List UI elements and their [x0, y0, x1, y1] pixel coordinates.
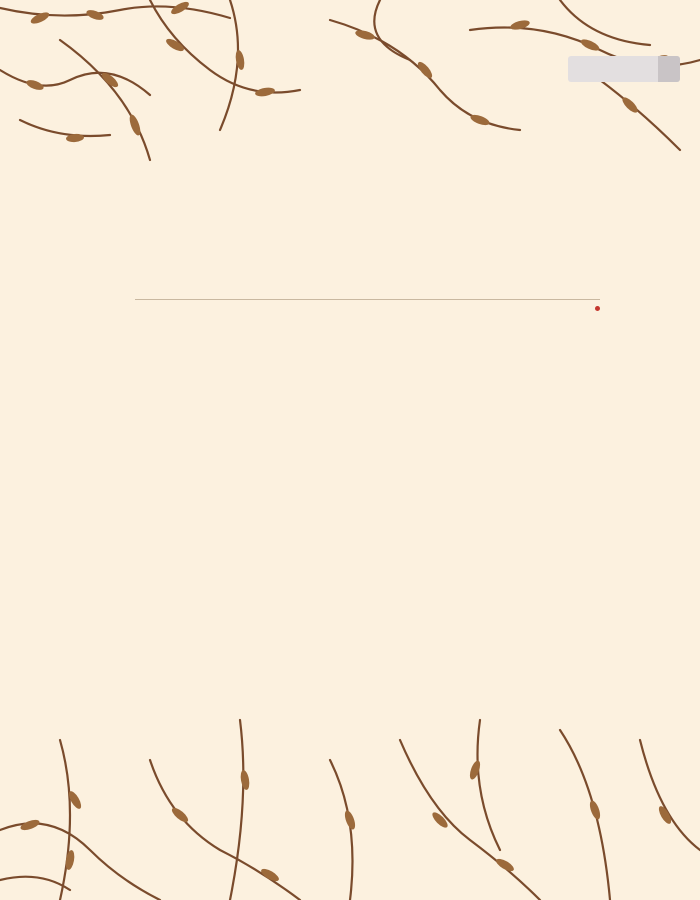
author-bullet-icon — [595, 306, 600, 311]
tab-marker — [658, 56, 680, 82]
floral-decoration-bottom — [0, 700, 700, 900]
floral-decoration-top — [0, 0, 700, 200]
section-tab — [568, 56, 680, 82]
article-author — [589, 304, 600, 314]
title-divider — [135, 299, 600, 300]
